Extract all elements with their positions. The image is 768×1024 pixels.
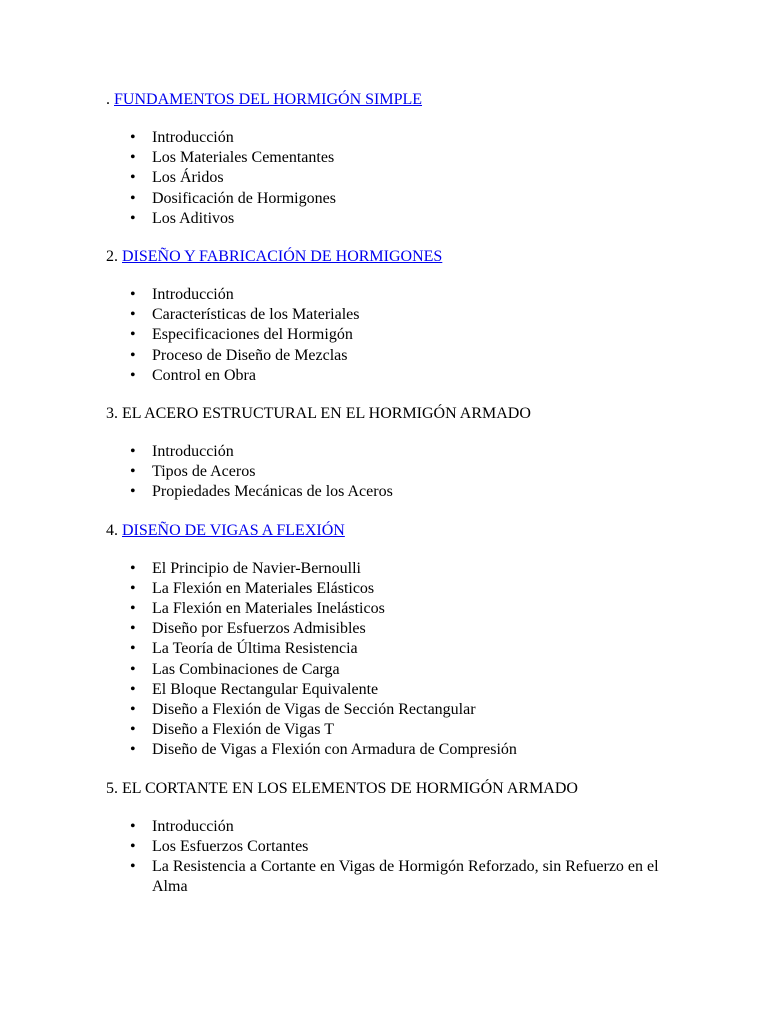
list-item: • La Flexión en Materiales Inelásticos	[152, 599, 666, 619]
section-title-link[interactable]: DISEÑO Y FABRICACIÓN DE HORMIGONES	[122, 248, 443, 266]
list-item: • Introducción	[152, 817, 666, 837]
section-heading	[106, 247, 666, 267]
list-item: • Proceso de Diseño de Mezclas	[152, 346, 666, 366]
list-item: • Introducción	[152, 128, 666, 148]
list-item: • Diseño a Flexión de Vigas T	[152, 720, 666, 740]
section-title-link[interactable]: DISEÑO DE VIGAS A FLEXIÓN	[122, 521, 345, 539]
list-item: • El Bloque Rectangular Equivalente	[152, 680, 666, 700]
list-item: • Diseño de Vigas a Flexión con Armadura de Compresión	[152, 740, 666, 760]
section-title-link[interactable]: FUNDAMENTOS DEL HORMIGÓN SIMPLE	[114, 91, 423, 108]
section-heading	[106, 779, 666, 799]
list-item: • Propiedades Mecánicas de los Aceros	[152, 482, 666, 502]
section-list	[106, 559, 666, 761]
section-number: .	[106, 91, 110, 108]
section-title: EL CORTANTE EN LOS ELEMENTOS DE HORMIGÓN ARMADO	[122, 779, 578, 797]
section-list	[106, 128, 666, 229]
section-heading	[106, 521, 666, 541]
list-item: • Los Áridos	[152, 168, 666, 188]
list-item: • Las Combinaciones de Carga	[152, 660, 666, 680]
list-item: • Diseño a Flexión de Vigas de Sección Rectangular	[152, 700, 666, 720]
list-item: • Tipos de Aceros	[152, 462, 666, 482]
list-item: • Los Esfuerzos Cortantes	[152, 837, 666, 857]
section-number: 2.	[106, 248, 118, 266]
list-item: • Los Materiales Cementantes	[152, 148, 666, 168]
list-item: • La Teoría de Última Resistencia	[152, 639, 666, 659]
section-number: 3.	[106, 405, 118, 423]
section-list	[106, 442, 666, 503]
document-body	[106, 90, 666, 915]
list-item: • Los Aditivos	[152, 209, 666, 229]
list-item: • Introducción	[152, 442, 666, 462]
section-heading	[106, 90, 666, 110]
section-number: 5.	[106, 779, 118, 797]
list-item: • Especificaciones del Hormigón	[152, 325, 666, 345]
list-item: • Introducción	[152, 285, 666, 305]
list-item: • El Principio de Navier-Bernoulli	[152, 559, 666, 579]
section-heading	[106, 404, 666, 424]
section-list	[106, 817, 666, 898]
list-item: • La Resistencia a Cortante en Vigas de Hormigón Reforzado, sin Refuerzo en el Alma	[152, 857, 666, 897]
section-title: EL ACERO ESTRUCTURAL EN EL HORMIGÓN ARMADO	[122, 405, 531, 423]
list-item: • Dosificación de Hormigones	[152, 189, 666, 209]
list-item: • Diseño por Esfuerzos Admisibles	[152, 619, 666, 639]
list-item: • La Flexión en Materiales Elásticos	[152, 579, 666, 599]
list-item: • Control en Obra	[152, 366, 666, 386]
section-number: 4.	[106, 521, 118, 539]
section-list	[106, 285, 666, 386]
list-item: • Características de los Materiales	[152, 305, 666, 325]
